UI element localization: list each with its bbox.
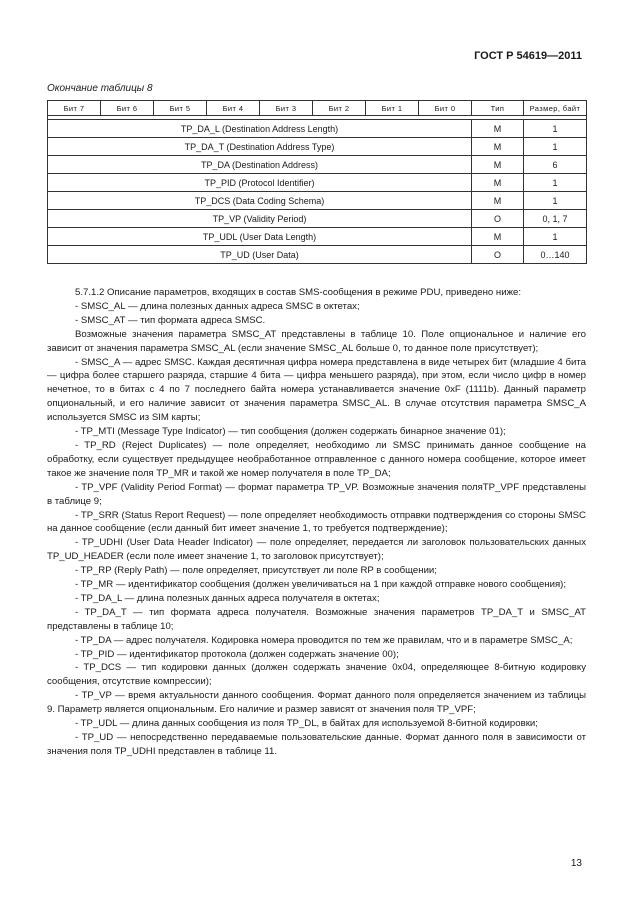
paragraph: - TP_UD — непосредственно передаваемые пользовательские данные. Формат данного поля в зависимости от значения поля TP_UDHI представлен в таблице 11. (47, 732, 586, 757)
paragraph: - TP_DA — адрес получателя. Кодировка номера проводится по тем же правилам, что и в параметре SMSC_A; (75, 634, 573, 646)
type-cell: O (472, 210, 524, 228)
paragraph: - TP_DA_T — тип формата адреса получателя. Возможные значения параметров TP_DA_T и SMSC_AT представлены в таблице 10; (47, 606, 586, 632)
table-row (48, 156, 587, 174)
header-cell: Тип (472, 101, 524, 116)
paragraph: - SMSC_AL — длина полезных данных адреса SMSC в октетах; (75, 300, 360, 312)
field-name-cell: TP_VP (Validity Period) (48, 210, 472, 228)
field-name-cell: TP_DA_L (Destination Address Length) (48, 120, 472, 138)
table-row (48, 246, 587, 264)
field-name-cell: TP_DA_T (Destination Address Type) (48, 138, 472, 156)
field-name-cell: TP_DA (Destination Address) (48, 156, 472, 174)
table-row (48, 192, 587, 210)
paragraph: - TP_VP — время актуальности данного сообщения. Формат данного поля определяется значением из таблицы 9. Параметр является опциональным. Его наличие и размер зависят от значения поля TP_VPF; (47, 690, 586, 716)
paragraph: - TP_SRR (Status Report Request) — поле определяет необходимость отправки подтверждения со стороны SMSC на данное сообщение (если данный бит имеет значение 1, то требуется подтверждение); (47, 509, 586, 535)
size-cell: 0, 1, 7 (524, 210, 587, 228)
header-cell: Бит 4 (207, 101, 260, 116)
header-cell: Бит 6 (101, 101, 154, 116)
header-cell: Бит 3 (260, 101, 313, 116)
size-cell: 1 (524, 192, 587, 210)
table-row (48, 138, 587, 156)
type-cell: O (472, 246, 524, 264)
body-text (47, 286, 586, 759)
header-cell: Бит 5 (154, 101, 207, 116)
size-cell: 0…140 (524, 246, 587, 264)
header-cell: Бит 7 (48, 101, 101, 116)
paragraph: - TP_MTI (Message Type Indicator) — тип сообщения (должен содержать бинарное значение 01); (75, 426, 506, 438)
paragraph: - TP_UDL — длина данных сообщения из поля TP_DL, в байтах для используемой 8-битной кодировки; (75, 718, 538, 730)
table-row (48, 174, 587, 192)
paragraph: - TP_RP (Reply Path) — поле определяет, присутствует ли поле RP в сообщении; (75, 565, 437, 577)
size-cell: 1 (524, 174, 587, 192)
paragraph: - TP_UDHI (User Data Header Indicator) — поле определяет, передается ли заголовок пользовательских данных TP_UD_HEADER (если поле имеет значение 1, то заголовок присутствует); (47, 537, 586, 563)
paragraph: - TP_DA_L — длина полезных данных адреса получателя в октетах; (75, 592, 380, 604)
size-cell: 1 (524, 138, 587, 156)
size-cell: 1 (524, 228, 587, 246)
size-cell: 1 (524, 120, 587, 138)
type-cell: M (472, 174, 524, 192)
paragraph: - SMSC_A — адрес SMSC. Каждая десятичная цифра номера представлена в виде четырех бит (младшие 4 бита — цифра более старшего разряда, старшие 4 бита — цифра меньшего разряда), при этом, если число цифр в номер нечетное, то в битах с 4 по 7 последнего байта номера устанавливается значение 0xF (1111b). Данный параметр опциональный, и его наличие зависит от значения параметра SMSC_AL. В случае отсутствия параметра SMSC_A используется SMSC из SIM карты; (47, 356, 586, 424)
table-row (48, 228, 587, 246)
field-name-cell: TP_UD (User Data) (48, 246, 472, 264)
size-cell: 6 (524, 156, 587, 174)
type-cell: M (472, 138, 524, 156)
page-number: 13 (570, 858, 582, 869)
header-cell: Бит 1 (366, 101, 419, 116)
table-caption: Окончание таблицы 8 (47, 83, 153, 94)
paragraph: - SMSC_AT — тип формата адреса SMSC. (75, 314, 266, 326)
paragraph: - TP_VPF (Validity Period Format) — формат параметра TP_VP. Возможные значения поляTP_VPF представлены в таблице 9; (47, 481, 586, 507)
field-name-cell: TP_PID (Protocol Identifier) (48, 174, 472, 192)
header-cell: Бит 2 (313, 101, 366, 116)
paragraph: 5.7.1.2 Описание параметров, входящих в состав SMS-сообщения в режиме PDU, приведено ниже: (75, 287, 522, 298)
paragraph: Возможные значения параметра SMSC_AT представлены в таблице 10. Поле опциональное и наличие его зависит от значения параметра SMSC_AL (если значение SMSC_AL больше 0, то данное поле присутствует); (47, 328, 586, 354)
table-header-row (48, 101, 587, 116)
type-cell: M (472, 156, 524, 174)
paragraph: - TP_MR — идентификатор сообщения (должен увеличиваться на 1 при каждой отправке нового сообщения); (75, 579, 567, 591)
header-cell: Бит 0 (419, 101, 472, 116)
paragraph: - TP_RD (Reject Duplicates) — поле определяет, необходимо ли SMSC принимать данное сообщение на обработку, если существует предыдущее необработанное отправленное с данного номера сообщение, которое имеет такое же значение поля TP_MR и такой же номер получателя в поле TP_DA; (47, 439, 586, 479)
table-row (48, 210, 587, 228)
type-cell: M (472, 192, 524, 210)
paragraph: - TP_PID — идентификатор протокола (должен содержать значение 00); (75, 648, 399, 660)
field-name-cell: TP_UDL (User Data Length) (48, 228, 472, 246)
paragraph: - TP_DCS — тип кодировки данных (должен содержать значение 0x04, определяющее 8-битную кодировку сообщения, отсутствие компрессии); (47, 662, 586, 688)
header-cell: Размер, байт (524, 101, 587, 116)
table-row (48, 120, 587, 138)
table-8 (47, 100, 587, 264)
standard-number: ГОСТ Р 54619—2011 (474, 50, 582, 62)
type-cell: M (472, 120, 524, 138)
field-name-cell: TP_DCS (Data Coding Schema) (48, 192, 472, 210)
type-cell: M (472, 228, 524, 246)
